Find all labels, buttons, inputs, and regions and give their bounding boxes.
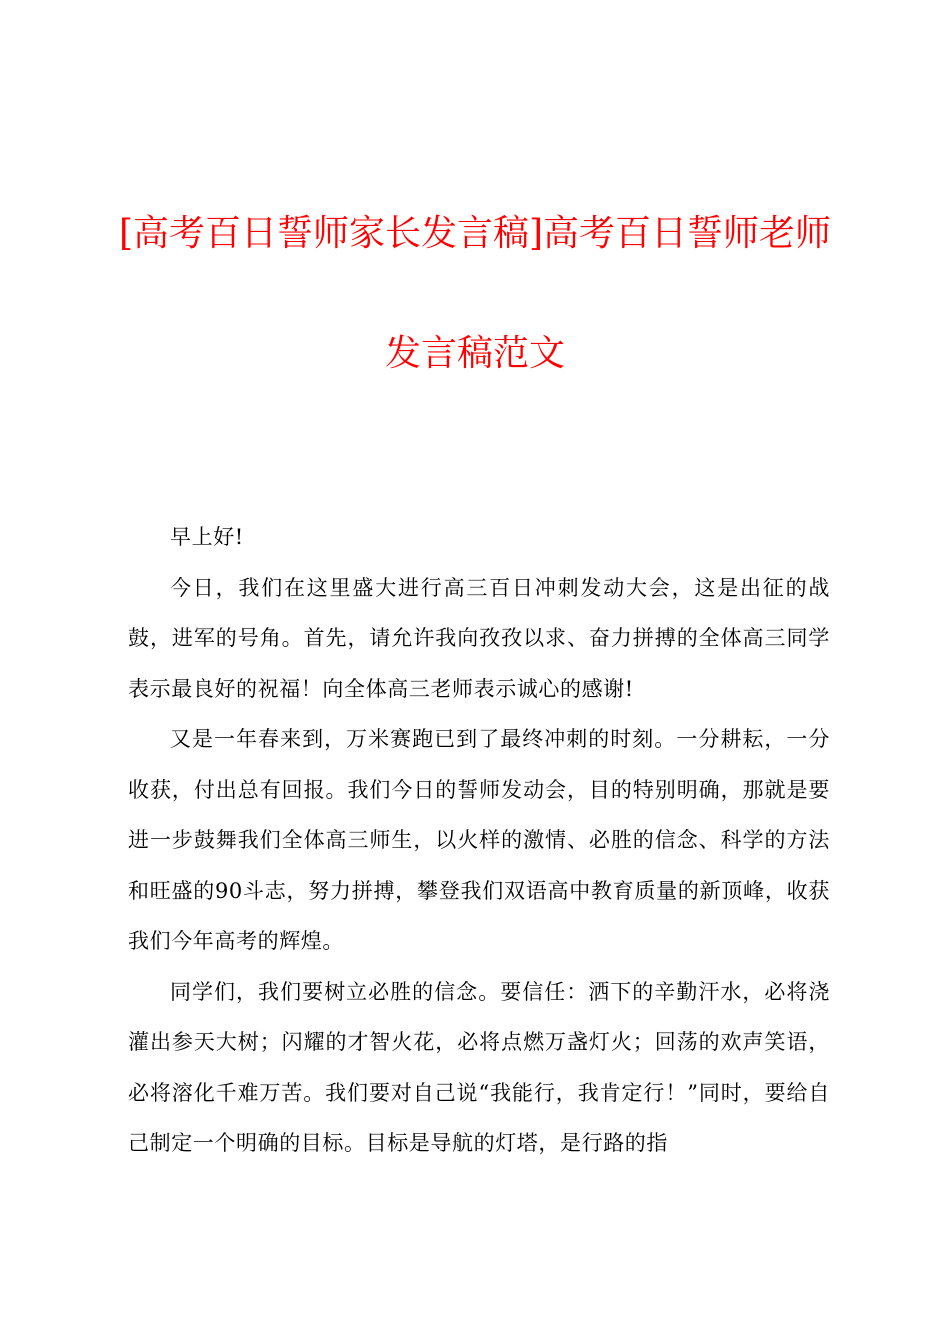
paragraph-2: 又是一年春来到，万米赛跑已到了最终冲刺的时刻。一分耕耘，一分收获，付出总有回报。我们今日的誓师发动会，目的特别明确，那就是要进一步鼓舞我们全体高三师生，以火样的激情、必胜的信念、科学的方法和旺盛的90斗志，努力拼搏，攀登我们双语高中教育质量的新顶峰，收获我们今年高考的辉煌。 bbox=[128, 727, 830, 953]
document-title-line-1: [高考百日誓师家长发言稿]高考百日誓师老师 bbox=[118, 213, 832, 254]
document-title-line-2: 发言稿范文 bbox=[384, 333, 565, 374]
paragraph-3: 同学们，我们要树立必胜的信念。要信任：洒下的辛勤汗水，必将浇灌出参天大树；闪耀的才智火花，必将点燃万盏灯火；回荡的欢声笑语，必将溶化千难万苦。我们要对自己说“我能行，我肯定行！”同时，要给自己制定一个明确的目标。目标是导航的灯塔，是行路的指 bbox=[128, 979, 830, 1155]
paragraph-1: 今日，我们在这里盛大进行高三百日冲刺发动大会，这是出征的战鼓，进军的号角。首先，请允许我向孜孜以求、奋力拼搏的全体高三同学表示最良好的祝福！向全体高三老师表示诚心的感谢! bbox=[128, 575, 830, 701]
paragraph-greeting: 早上好! bbox=[170, 525, 244, 549]
document-body bbox=[128, 512, 830, 1169]
